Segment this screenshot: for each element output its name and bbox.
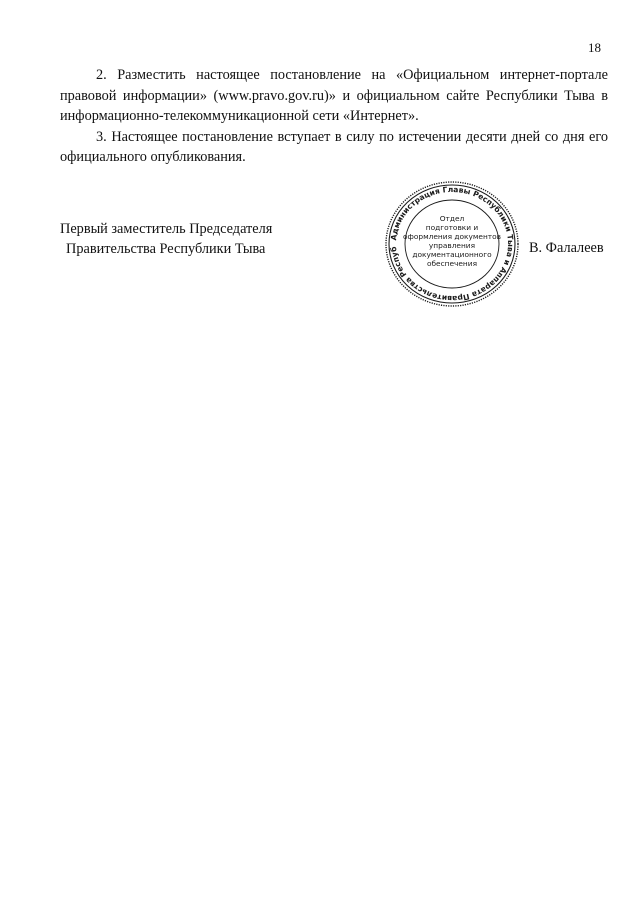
paragraph-2: 2. Разместить настоящее постановление на «Официальном интернет-портале правовой информации» (www.pravo.gov.ru)» и официальном сайте Республики Тыва в информационно-телекоммуникационной сети «Интернет». [60, 67, 608, 124]
document-body [60, 65, 608, 168]
seal-line-5: документационного [412, 250, 492, 259]
seal-stamp-icon [383, 179, 521, 309]
seal-line-1: Отдел [439, 214, 465, 223]
seal-ring-text: Администрация Главы Республики Тыва и Аппарата Правительства Респуб [389, 184, 516, 304]
official-seal [383, 179, 521, 309]
seal-line-4: управления [428, 241, 476, 250]
seal-line-2: подготовки и [425, 223, 479, 232]
signer-title [60, 219, 272, 259]
signer-title-line-1: Первый заместитель Председателя [60, 221, 273, 237]
signer-title-line-2: Правительства Республики Тыва [66, 241, 266, 257]
seal-line-3: оформления документов [403, 232, 501, 241]
signer-name: В. Фалалеев [529, 240, 604, 256]
seal-line-6: обеспечения [426, 259, 478, 268]
paragraph-3: 3. Настоящее постановление вступает в силу по истечении десяти дней со дня его официального опубликования. [60, 128, 608, 165]
page-number: 18 [588, 40, 601, 55]
